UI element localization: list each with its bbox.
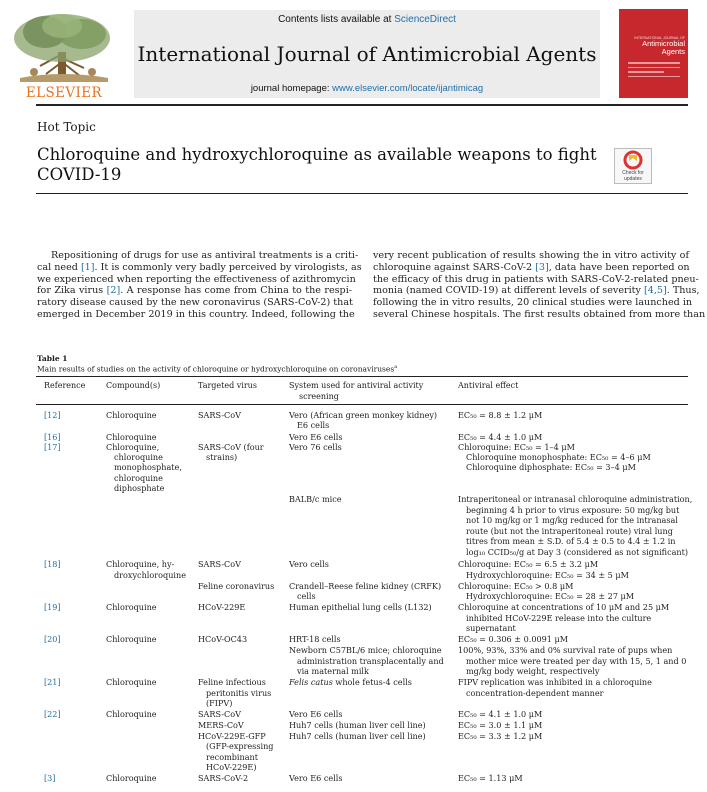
table-system-cell: Vero cells [289,559,329,569]
table-system-cell: Vero (African green monkey kidney) [289,410,438,420]
col-header-targeted-virus: Targeted virus [198,381,257,390]
cover-title-line1: Antimicrobial [642,39,685,48]
homepage-prefix: journal homepage: [250,83,333,94]
reference-link[interactable]: [22] [44,709,61,719]
table-effect-cell: Chloroquine: EC₅₀ = 6.5 ± 3.2 μM [458,559,599,569]
table-effect-cell: EC₅₀ = 3.3 ± 1.2 μM [458,731,543,741]
reference-link[interactable]: [16] [44,432,61,442]
body-text: we experienced when reporting the effectiveness of azithromycin [37,273,356,285]
cover-title [619,40,685,56]
table-system-cell: cells [297,591,316,601]
table-compound-cell: diphosphate [114,483,165,493]
table-virus-cell: HCoV-229E [198,602,246,612]
body-line [37,297,352,309]
table-effect-cell: not 10 mg/kg or 1 mg/kg reduced for the intranasal [466,515,678,525]
table-effect-cell: inhibited HCoV-229E release into the culture [466,613,652,623]
table-system-cell: Vero E6 cells [289,773,343,783]
reference-link[interactable]: [18] [44,559,61,569]
article-title-line1: Chloroquine and hydroxychloroquine as available weapons to fight [37,145,597,164]
cover-decoration [628,62,680,80]
table-compound-cell: Chloroquine, [106,442,160,452]
body-text: following the in vitro results, 20 clinical studies were launched in [373,297,693,309]
reference-link[interactable]: [12] [44,410,61,420]
article-title [37,145,597,185]
table-effect-cell: EC₅₀ = 4.4 ± 1.0 μM [458,432,543,442]
body-text: . Thus, [666,285,700,297]
col-header-compounds: Compound(s) [106,381,161,390]
body-line [37,308,355,321]
table-compound-cell: Chloroquine [106,410,157,420]
body-line [37,273,356,286]
journal-title: International Journal of Antimicrobial Agents [137,42,597,66]
table-virus-cell: strains) [206,452,238,462]
table-compound-cell: droxychloroquine [114,570,186,580]
body-text: for Zika virus [37,285,107,297]
table-compound-cell: Chloroquine [106,677,157,687]
body-text: . It is commonly very badly perceived by virologists, as [94,261,362,273]
table-effect-cell: route (but not the intraperitoneal route) viral lung [466,526,673,536]
table-virus-cell: recombinant [206,752,259,762]
table-system-cell: Human epithelial lung cells (L132) [289,602,432,612]
title-rule [36,193,688,194]
table-virus-cell: SARS-CoV [198,709,241,719]
table-compound-cell: chloroquine [114,452,163,462]
elsevier-logo [0,8,128,100]
reference-link[interactable]: [17] [44,442,61,452]
table-virus-cell: SARS-CoV [198,410,241,420]
reference-link[interactable]: [21] [44,677,61,687]
table-effect-cell: EC₅₀ = 3.0 ± 1.1 μM [458,720,543,730]
check-for-updates-label [614,171,652,182]
body-text: several Chinese hospitals. The first results obtained from more than [373,308,706,320]
table-effect-cell: log₁₀ CCID₅₀/g at Day 3 (considered as not significant) [466,547,689,557]
body-text: chloroquine against SARS-CoV-2 [373,261,536,273]
table-header-rule [36,404,688,405]
table-effect-cell: EC₅₀ = 8.8 ± 1.2 μM [458,410,543,420]
table-effect-cell: EC₅₀ = 0.306 ± 0.0091 μM [458,634,569,644]
contents-line [134,14,600,25]
table-virus-cell: (GFP-expressing [206,741,274,751]
table-system-cell: HRT-18 cells [289,634,341,644]
table-compound-cell: Chloroquine [106,602,157,612]
table-effect-cell: concentration-dependent manner [466,688,604,698]
table-effect-cell: titres from mean ± S.D. of 5.4 ± 0.5 to 4.4 ± 1.2 in [466,536,676,546]
table-compound-cell: monophosphate, [114,462,182,472]
table-effect-cell: Chloroquine: EC₅₀ = 1–4 μM [458,442,575,452]
table-virus-cell: Feline coronavirus [198,581,275,591]
col-header-reference: Reference [44,381,86,390]
body-column-left [37,250,362,321]
elsevier-wordmark: ELSEVIER [25,85,103,100]
table-effect-cell: mother mice were treated per day with 15, 5, 1 and 0 [466,656,687,666]
body-line [37,285,352,297]
table-system-cell: Huh7 cells (human liver cell line) [289,731,426,741]
check-updates-line1: Check for [622,170,644,176]
table-virus-cell: peritonitis virus [206,688,272,698]
body-text: very recent publication of results showing the in vitro activity of [373,250,689,261]
table-virus-cell: Feline infectious [198,677,266,687]
col-header-system: System used for antiviral activity [289,381,424,390]
table-caption-text: Main results of studies on the activity of chloroquine or hydroxychloroquine on coronaviruses [37,364,395,374]
cover-title-line2: Agents [661,47,685,56]
reference-link[interactable]: [19] [44,602,61,612]
article-title-line2: COVID-19 [37,165,122,184]
body-text: emerged in December 2019 in this country. Indeed, following the [37,308,355,320]
table-virus-cell: HCoV-229E) [206,762,257,772]
article-section: Hot Topic [37,120,96,134]
homepage-link[interactable]: www.elsevier.com/locate/ijantimicag [332,83,484,94]
citation-link[interactable]: [3] [535,261,549,273]
reference-link[interactable]: [3] [44,773,56,783]
col-header-antiviral-effect: Antiviral effect [458,381,519,390]
table-effect-cell: Hydroxychloroquine: EC₅₀ = 28 ± 27 μM [466,591,635,601]
table-effect-cell: Hydroxychloroquine: EC₅₀ = 34 ± 5 μM [466,570,629,580]
table-compound-cell: Chloroquine [106,634,157,644]
table-compound-cell: chloroquine [114,473,163,483]
table-effect-cell: Chloroquine at concentrations of 10 μM and 25 μM [458,602,670,612]
table-compound-cell: Chloroquine [106,773,157,783]
table-system-cell: Vero E6 cells [289,432,343,442]
table-compound-cell: Chloroquine [106,709,157,719]
body-line [373,250,689,262]
cover-small-text: INTERNATIONAL JOURNAL OF [634,36,685,40]
body-line [373,273,699,286]
table-virus-cell: MERS-CoV [198,720,244,730]
table-system-cell: Felis catus whole fetus-4 cells [289,677,412,687]
body-line [373,262,689,274]
table-effect-cell: supernatant [466,623,516,633]
table-effect-cell: Chloroquine: EC₅₀ > 0.8 μM [458,581,574,591]
table-effect-cell: Chloroquine monophosphate: EC₅₀ = 4–6 μM [466,452,651,462]
table-system-cell: Vero E6 cells [289,709,343,719]
check-updates-icon [615,149,651,171]
table-system-cell: Vero 76 cells [289,442,342,452]
species-name: Felis catus [289,677,333,687]
body-column-right [373,250,706,321]
body-line [37,261,362,274]
journal-homepage [134,83,600,94]
table-virus-cell: SARS-CoV (four [198,442,264,452]
body-line [37,250,359,262]
table-effect-cell: Intraperitoneal or intranasal chloroquine administration, [458,494,693,504]
table-effect-cell: FIPV replication was inhibited in a chloroquine [458,677,652,687]
citation-link[interactable]: [2] [106,285,121,297]
table-system-cell: Newborn C57BL/6 mice; chloroquine [289,645,442,655]
body-text: ratory disease caused by the new coronavirus (SARS-CoV-2) that [37,297,353,309]
table-system-cell: via maternal milk [297,666,369,676]
table-effect-cell: beginning 4 h prior to virus exposure: 50 mg/kg but [466,505,680,515]
table-effect-cell: 100%, 93%, 33% and 0% survival rate of pups when [458,645,673,655]
sciencedirect-link[interactable]: ScienceDirect [394,14,456,25]
body-text: monia (named COVID-19) at different levels of severity [373,285,644,297]
table-virus-cell: SARS-CoV-2 [198,773,249,783]
body-text: , data have been reported on [548,261,690,273]
table-system-cell: Huh7 cells (human liver cell line) [289,720,426,730]
table-virus-cell: HCoV-OC43 [198,634,248,644]
body-text: the efficacy of this drug in patients with SARS-CoV-2-related pneu- [373,273,699,285]
col-header-system-line2: screening [299,392,339,401]
citation-link[interactable]: [1] [80,261,95,273]
body-line [373,285,700,297]
header-rule [36,104,688,106]
contents-prefix: Contents lists available at [278,14,395,25]
table-effect-cell: EC₅₀ = 1.13 μM [458,773,523,783]
table-virus-cell: HCoV-229E-GFP [198,731,266,741]
table-caption-footnote-mark: a [394,364,398,370]
table-top-rule [36,376,688,377]
body-text: . A response has come from China to the respi- [120,285,353,297]
body-line [373,297,693,309]
citation-link[interactable]: [4,5] [643,285,667,297]
table-system-cell: E6 cells [297,420,330,430]
table-system-cell: BALB/c mice [289,494,342,504]
table-compound-cell: Chloroquine [106,432,157,442]
body-text: Repositioning of drugs for use as antiviral treatments is a criti- [51,250,359,261]
body-line [373,308,706,321]
table-system-cell: administration transplacentally and [297,656,444,666]
table-effect-cell: Chloroquine diphosphate: EC₅₀ = 3–4 μM [466,462,636,472]
table-effect-cell: EC₅₀ = 4.1 ± 1.0 μM [458,709,543,719]
table-compound-cell: Chloroquine, hy- [106,559,175,569]
table-caption [37,364,397,374]
table-system-cell: Crandell–Reese feline kidney (CRFK) [289,581,442,591]
body-text: cal need [37,261,81,273]
table-virus-cell: (FIPV) [206,698,233,708]
check-updates-line2: updates [624,175,642,182]
table-label: Table 1 [37,354,68,363]
table-effect-cell: mg/kg body weight, respectively [466,666,600,676]
table-virus-cell: SARS-CoV [198,559,241,569]
reference-link[interactable]: [20] [44,634,61,644]
